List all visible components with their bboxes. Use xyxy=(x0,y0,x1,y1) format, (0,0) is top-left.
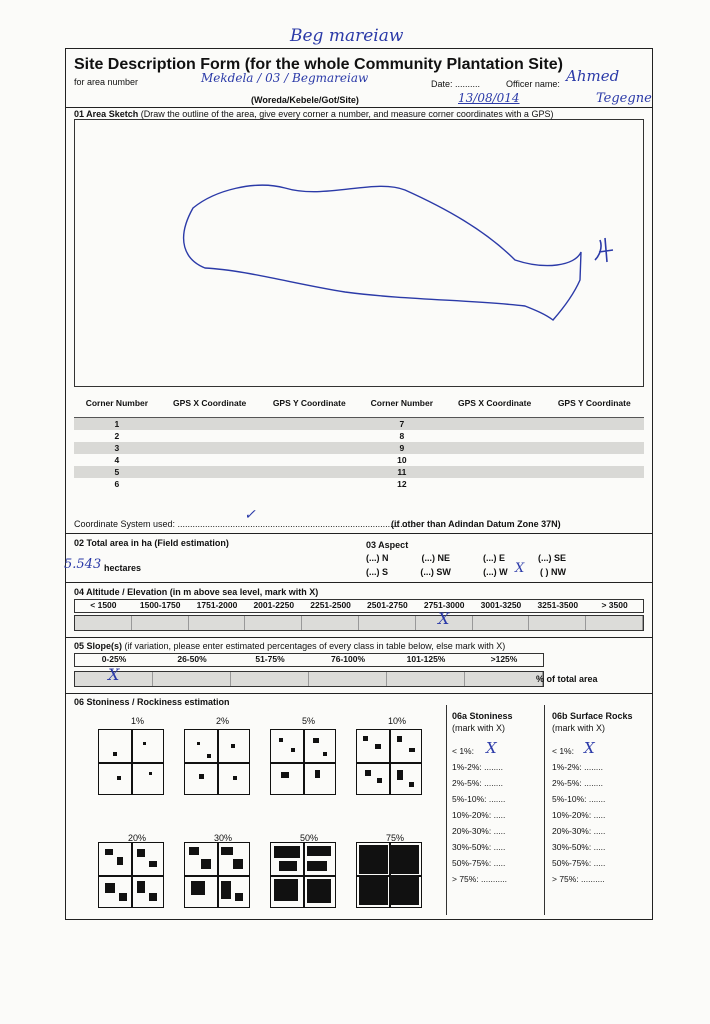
gps-coordinate-table xyxy=(74,389,644,490)
divider xyxy=(66,107,652,108)
divider xyxy=(446,705,447,915)
aspect-row-1[interactable]: (...) N (...) NE (...) E (...) SE xyxy=(366,553,566,563)
pct-label: 20% xyxy=(128,833,147,843)
officer-label: Officer name: xyxy=(506,79,560,89)
stoniness-sample-10 xyxy=(356,729,422,795)
pct-label: 10% xyxy=(388,716,407,726)
pct-label: 2% xyxy=(216,716,230,726)
site-name-handwritten: Beg mareiaw xyxy=(290,26,404,46)
altitude-heading: 04 Altitude / Elevation (in m above sea level, mark with X) xyxy=(74,587,319,597)
pct-label: 1% xyxy=(131,716,145,726)
area-number-label: for area number xyxy=(74,77,139,87)
slope-total-label: % of total area xyxy=(536,674,598,684)
altitude-mark[interactable]: X xyxy=(438,609,450,628)
table-row[interactable]: 1 7 xyxy=(74,418,644,431)
table-row[interactable]: 2 8 xyxy=(114,431,405,441)
table-row[interactable]: 3 9 xyxy=(74,442,644,454)
coord-system-label: Coordinate System used: ............................................................................................... xyxy=(74,519,416,529)
stoniness-hint: (mark with X) xyxy=(452,723,506,733)
officer-name-value[interactable]: Ahmed xyxy=(566,67,620,85)
col-gps-x: GPS X Coordinate xyxy=(160,389,260,418)
altitude-values[interactable] xyxy=(74,615,644,631)
slope-heading: 05 Slope(s) (if variation, please enter estimated percentages of every class in table below, else mark with X) xyxy=(74,641,506,651)
slope-classes: 0-25% 26-50% 51-75% 76-100% 101-125% >125% xyxy=(74,653,544,667)
officer-name-line2[interactable]: Tegegne xyxy=(596,91,652,106)
pct-label: 5% xyxy=(302,716,316,726)
col-gps-y: GPS Y Coordinate xyxy=(260,389,359,418)
area-sketch-outline xyxy=(75,120,643,386)
table-row[interactable]: 5 11 xyxy=(74,466,644,478)
stoniness-sample-1 xyxy=(98,729,164,795)
aspect-heading: 03 Aspect xyxy=(366,540,409,550)
coord-system-hint: (if other than Adindan Datum Zone 37N) xyxy=(391,519,561,529)
stoniness-sample-2 xyxy=(184,729,250,795)
divider xyxy=(66,582,652,583)
table-row[interactable]: 6 12 xyxy=(114,479,407,489)
pct-label: 50% xyxy=(300,833,319,843)
woreda-label: (Woreda/Kebele/Got/Site) xyxy=(251,95,359,105)
slope-mark[interactable]: X xyxy=(108,665,120,684)
pct-label: 75% xyxy=(386,833,405,843)
table-row[interactable]: 4 10 xyxy=(114,455,407,465)
aspect-mark[interactable]: X xyxy=(515,561,525,576)
pct-label: 30% xyxy=(214,833,233,843)
altitude-classes: < 1500 1500-1750 1751-2000 2001-2250 2251-2500 2501-2750 2751-3000 3001-3250 3251-3500 > 3500 xyxy=(74,599,644,613)
rocks-options[interactable]: < 1%: 1%-2%: ........ 2%-5%: ........ 5%-10%: ....... 10%-20%: ..... 20%-30%: ..... 30%-50%: ..... 50%-75%: ..... > 75%: .......... xyxy=(552,746,606,884)
col-corner-number-2: Corner Number xyxy=(359,389,445,418)
rocks-mark[interactable]: X xyxy=(584,739,595,757)
stoniness-heading: 06 Stoniness / Rockiness estimation xyxy=(74,697,230,707)
rocks-hint: (mark with X) xyxy=(552,723,606,733)
col-gps-y-2: GPS Y Coordinate xyxy=(545,389,644,418)
stoniness-sample-75 xyxy=(356,842,422,908)
hectares-unit: hectares xyxy=(104,563,142,573)
stoniness-sample-30 xyxy=(184,842,250,908)
form-title: Site Description Form (for the whole Community Plantation Site) xyxy=(74,56,563,73)
total-area-value[interactable]: 5.543 xyxy=(64,557,102,572)
col-gps-x-2: GPS X Coordinate xyxy=(445,389,545,418)
stoniness-mark[interactable]: X xyxy=(486,739,497,757)
date-value[interactable]: 13/08/014 xyxy=(458,91,520,105)
stoniness-title: 06a Stoniness xyxy=(452,711,513,721)
divider xyxy=(66,637,652,638)
total-area-heading: 02 Total area in ha (Field estimation) xyxy=(74,538,229,548)
stoniness-options[interactable]: < 1%: 1%-2%: ........ 2%-5%: ........ 5%-10%: ....... 10%-20%: ..... 20%-30%: ..... 30%-50%: ..... 50%-75%: ..... > 75%: ........... xyxy=(452,746,508,884)
divider xyxy=(66,693,652,694)
date-label: Date: .......... xyxy=(431,79,481,89)
site-description-form xyxy=(65,48,653,920)
rocks-title: 06b Surface Rocks xyxy=(552,711,633,721)
col-corner-number: Corner Number xyxy=(74,389,160,418)
divider xyxy=(66,533,652,534)
slope-values[interactable] xyxy=(74,671,544,687)
aspect-row-2[interactable]: (...) S (...) SW (...) W ( ) NW xyxy=(366,567,566,577)
stoniness-sample-5 xyxy=(270,729,336,795)
area-number-value[interactable]: Mekdela / 03 / Begmareiaw xyxy=(201,71,369,85)
stoniness-sample-20 xyxy=(98,842,164,908)
stoniness-sample-50 xyxy=(270,842,336,908)
sketch-heading: 01 Area Sketch (Draw the outline of the area, give every corner a number, and measure corner coordinates with a GPS) xyxy=(74,109,554,119)
coord-system-value[interactable]: ✓ xyxy=(244,507,256,523)
divider xyxy=(544,705,545,915)
area-sketch-box[interactable] xyxy=(74,119,644,387)
